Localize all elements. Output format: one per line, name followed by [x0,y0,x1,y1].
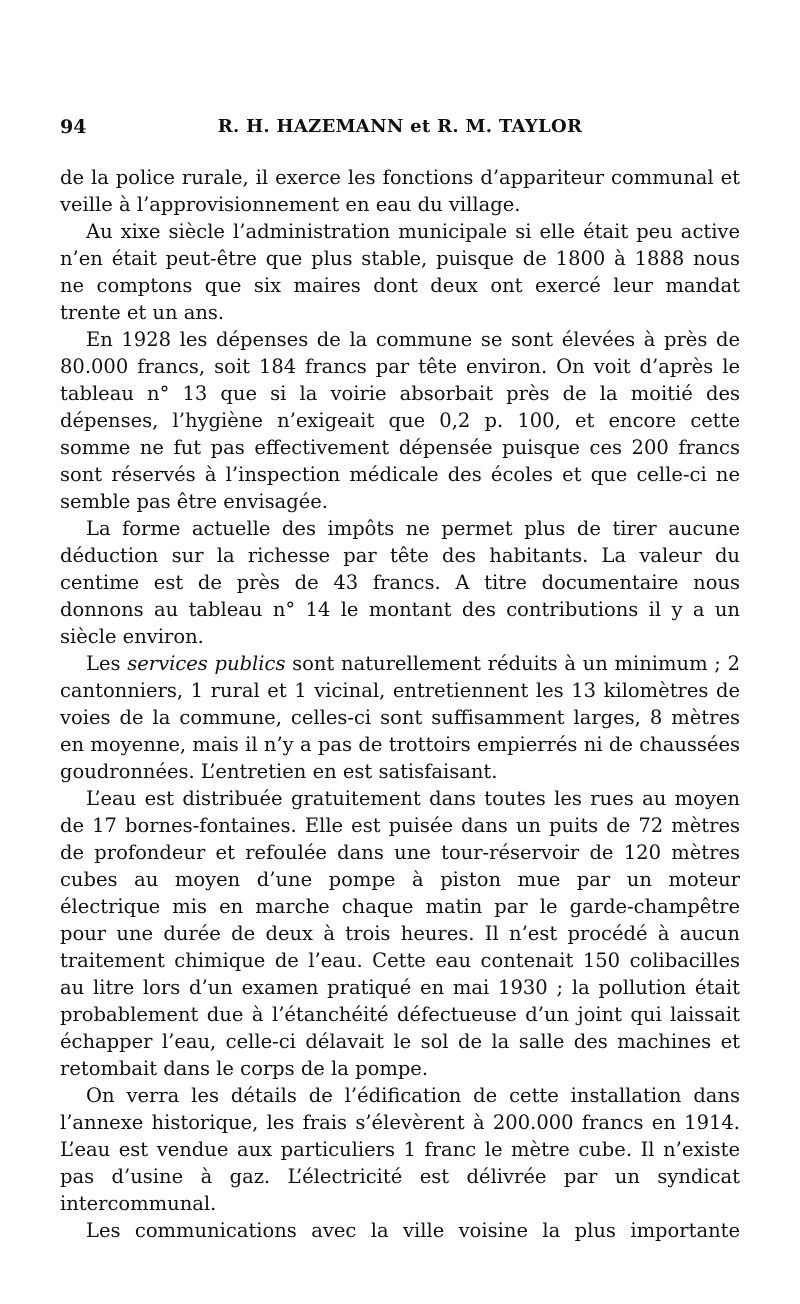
services-rest: sont naturellement réduits à un minimum ; 2 cantonniers, 1 rural et 1 vicinal, entretiennent les 13 kilomètres de voies de la commune, celles-ci sont suffisamment larges, 8 mètres en moyenne, mais il n’y a pas de trottoirs empierrés ni de chaussées goudronnées. L’entretien en est satisfaisant. [60,652,740,783]
paragraph-impots: La forme actuelle des impôts ne permet plus de tirer aucune déduction sur la richesse par tête des habitants. La valeur du centime est de près de 43 francs. A titre documentaire nous donnons au tableau n° 14 le montant des contributions il y a un siècle environ. [60,517,740,648]
body-text [60,164,740,1244]
services-lead: Les [86,652,128,675]
paragraph-eau: L’eau est distribuée gratuitement dans toutes les rues au moyen de 17 bornes-fontaines. Elle est puisée dans un puits de 72 mètres de profondeur et refoulée dans une tour-réservoir de 120 mètres cubes au moyen d’une pompe à piston mue par un moteur électrique mis en marche chaque matin par le garde-champêtre pour une durée de deux à trois heures. Il n’est procédé à aucun traitement chimique de l’eau. Cette eau contenait 150 colibacilles au litre lors d’un examen pratiqué en mai 1930 ; la pollution était probablement due à l’étanchéité défectueuse d’un joint qui laissait échapper l’eau, celle-ci délavait le sol de la salle des machines et retombait dans le corps de la pompe. [60,787,740,1080]
paragraph-continuation: de la police rurale, il exerce les fonctions d’appariteur communal et veille à l’approvisionnement en eau du village. [60,166,740,216]
services-publics-italic: services publics [127,652,286,675]
paragraph-communications: Les communications avec la ville voisine la plus importante [86,1219,740,1242]
paragraph-administration: Au xixe siècle l’administration municipale si elle était peu active n’en était peut-être que plus stable, puisque de 1800 à 1888 nous ne comptons que six maires dont deux ont exercé leur mandat trente et un ans. [60,220,740,324]
paragraph-services-publics [60,650,740,785]
page-header [60,116,740,146]
paragraph-depenses: En 1928 les dépenses de la commune se sont élevées à près de 80.000 francs, soit 184 francs par tête environ. On voit d’après le tableau n° 13 que si la voirie absorbait près de la moitié des dépenses, l’hygiène n’exigeait que 0,2 p. 100, et encore cette somme ne fut pas effectivement dépensée puisque ces 200 francs sont réservés à l’inspection médicale des écoles et que celle-ci ne semble pas être envisagée. [60,328,740,513]
paragraph-installation: On verra les détails de l’édification de cette installation dans l’annexe historique, les frais s’élevèrent à 200.000 francs en 1914. L’eau est vendue aux particuliers 1 franc le mètre cube. Il n’existe pas d’usine à gaz. L’électricité est délivrée par un syndicat intercommunal. [60,1084,740,1215]
running-head: R. H. HAZEMANN et R. M. TAYLOR [217,116,583,137]
page-number: 94 [60,116,87,138]
